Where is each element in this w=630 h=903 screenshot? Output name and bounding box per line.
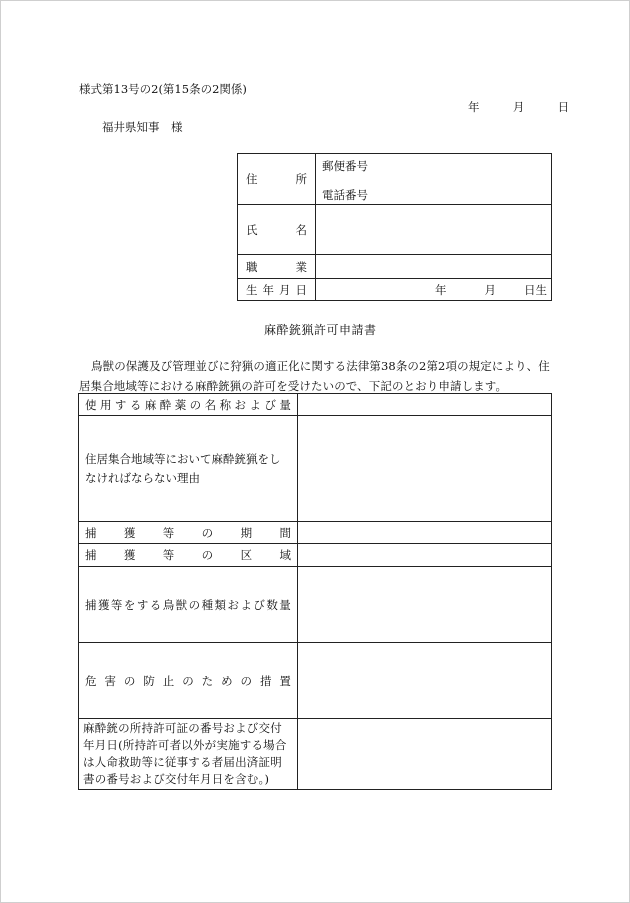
name-label: 氏 名 bbox=[238, 205, 316, 255]
phone-number-label: 電話番号 bbox=[322, 188, 368, 202]
harm-prevention-field[interactable] bbox=[298, 643, 552, 719]
period-label: 捕 獲 等 の 期 間 bbox=[79, 522, 298, 544]
date-year: 年 bbox=[468, 100, 480, 114]
anesthetic-label: 使 用 す る 麻 酔 薬 の 名 称 お よ び 量 bbox=[79, 394, 298, 416]
license-field[interactable] bbox=[298, 719, 552, 790]
occupation-label: 職 業 bbox=[238, 255, 316, 279]
body-text: 鳥獣の保護及び管理並びに狩猟の適正化に関する法律第38条の2第2項の規定により、住居集合地域等における麻酔銃猟の許可を受けたいので、下記のとおり申請します。 bbox=[79, 359, 550, 393]
harm-prevention-label: 危 害 の 防 止 の た め の 措 置 bbox=[79, 643, 298, 719]
species-field[interactable] bbox=[298, 567, 552, 643]
reason-label: 住居集合地域等において麻酔銃猟をしなければならない理由 bbox=[79, 416, 298, 522]
name-field[interactable] bbox=[316, 205, 552, 255]
birth-date-field[interactable] bbox=[316, 279, 552, 301]
postal-code-label: 郵便番号 bbox=[322, 159, 368, 173]
date-month: 月 bbox=[512, 100, 525, 114]
application-details-table bbox=[78, 393, 552, 790]
license-label: 麻酔銃の所持許可証の番号および交付年月日(所持許可者以外が実施する場合は人命救助等に従事する者届出済証明書の番号および交付年月日を含む。) bbox=[79, 719, 298, 790]
birth-day: 日生 bbox=[524, 282, 547, 297]
date-day: 日 bbox=[557, 100, 570, 114]
form-number: 様式第13号の2(第15条の2関係) bbox=[79, 82, 247, 96]
birth-month: 月 bbox=[484, 282, 496, 297]
area-field[interactable] bbox=[298, 544, 552, 567]
document-title: 麻酔銃猟許可申請書 bbox=[264, 323, 377, 337]
period-field[interactable] bbox=[298, 522, 552, 544]
applicant-table bbox=[237, 153, 552, 301]
address-field[interactable] bbox=[316, 154, 552, 205]
addressee: 福井県知事 様 bbox=[102, 120, 183, 134]
address-label: 住 所 bbox=[238, 154, 316, 205]
anesthetic-field[interactable] bbox=[298, 394, 552, 416]
area-label: 捕 獲 等 の 区 域 bbox=[79, 544, 298, 567]
reason-field[interactable] bbox=[298, 416, 552, 522]
birth-date-label: 生 年 月 日 bbox=[238, 279, 316, 301]
application-date bbox=[468, 99, 569, 115]
birth-year: 年 bbox=[435, 282, 447, 297]
species-label: 捕 獲 等 を す る 鳥 獣 の 種 類 お よ び 数 量 bbox=[79, 567, 298, 643]
occupation-field[interactable] bbox=[316, 255, 552, 279]
